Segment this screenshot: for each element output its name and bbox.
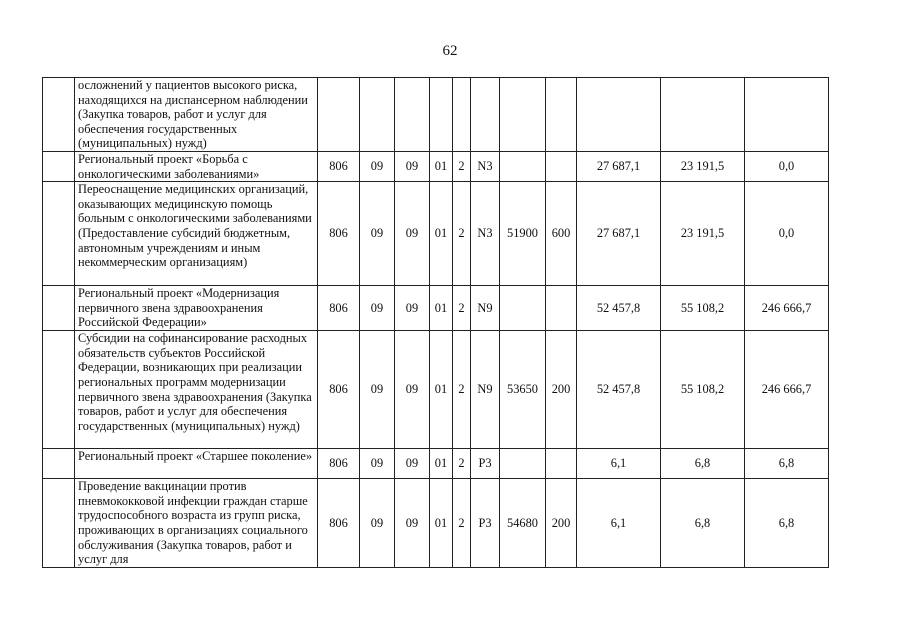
amount-year3-cell: 0,0 — [745, 152, 829, 182]
subprogram-code-cell: 2 — [453, 152, 471, 182]
row-name-cell: Субсидии на софинансирование расходных обязательств субъектов Российской Федерации, возникающих при реализации региональных программ модернизации первичного звена здравоохранения (Закупка товаров, работ и услуг для обеспечения государственных (муниципальных) нужд) — [75, 331, 318, 449]
subprogram-code-cell: 2 — [453, 331, 471, 449]
ved-cell: 806 — [318, 331, 360, 449]
amount-year1-cell: 6,1 — [577, 479, 661, 568]
program-code-cell: 01 — [430, 331, 453, 449]
program-code-cell: 01 — [430, 449, 453, 479]
table-row — [43, 152, 829, 182]
program-code-cell: 01 — [430, 182, 453, 286]
rz-cell: 09 — [360, 479, 395, 568]
amount-year3-cell — [745, 78, 829, 152]
amount-year1-cell: 27 687,1 — [577, 152, 661, 182]
amount-year1-cell — [577, 78, 661, 152]
pr-cell: 09 — [395, 449, 430, 479]
row-name-cell: Региональный проект «Старшее поколение» — [75, 449, 318, 479]
expense-type-cell — [546, 152, 577, 182]
ved-cell: 806 — [318, 449, 360, 479]
amount-year2-cell: 55 108,2 — [661, 286, 745, 331]
row-name-cell: осложнений у пациентов высокого риска, находящихся на диспансерном наблюдении (Закупка товаров, работ и услуг для обеспечения государственных (муниципальных) нужд) — [75, 78, 318, 152]
ved-cell: 806 — [318, 182, 360, 286]
row-name-cell: Региональный проект «Модернизация первичного звена здравоохранения Российской Федерации» — [75, 286, 318, 331]
subprogram-code-cell: 2 — [453, 449, 471, 479]
rz-cell: 09 — [360, 286, 395, 331]
amount-year2-cell: 55 108,2 — [661, 331, 745, 449]
pr-cell — [395, 78, 430, 152]
expense-type-cell — [546, 286, 577, 331]
project-code-cell: N9 — [471, 286, 500, 331]
ved-cell: 806 — [318, 152, 360, 182]
row-marker-cell — [43, 182, 75, 286]
row-name-cell: Проведение вакцинации против пневмококковой инфекции граждан старше трудоспособного возраста из групп риска, проживающих в организациях социального обслуживания (Закупка товаров, работ и услуг для — [75, 479, 318, 568]
subprogram-code-cell: 2 — [453, 286, 471, 331]
row-marker-cell — [43, 78, 75, 152]
amount-year3-cell: 0,0 — [745, 182, 829, 286]
amount-year3-cell: 246 666,7 — [745, 331, 829, 449]
expense-type-cell: 200 — [546, 331, 577, 449]
direction-code-cell: 51900 — [500, 182, 546, 286]
subprogram-code-cell: 2 — [453, 479, 471, 568]
budget-table — [42, 77, 829, 568]
amount-year1-cell: 52 457,8 — [577, 286, 661, 331]
pr-cell: 09 — [395, 331, 430, 449]
table-row — [43, 182, 829, 286]
pr-cell: 09 — [395, 152, 430, 182]
pr-cell: 09 — [395, 286, 430, 331]
rz-cell — [360, 78, 395, 152]
amount-year2-cell: 6,8 — [661, 449, 745, 479]
amount-year2-cell: 6,8 — [661, 479, 745, 568]
amount-year3-cell: 6,8 — [745, 479, 829, 568]
project-code-cell: N9 — [471, 331, 500, 449]
project-code-cell — [471, 78, 500, 152]
amount-year3-cell: 6,8 — [745, 449, 829, 479]
row-marker-cell — [43, 152, 75, 182]
pr-cell: 09 — [395, 479, 430, 568]
direction-code-cell: 54680 — [500, 479, 546, 568]
project-code-cell: N3 — [471, 152, 500, 182]
direction-code-cell — [500, 78, 546, 152]
program-code-cell — [430, 78, 453, 152]
amount-year2-cell — [661, 78, 745, 152]
amount-year2-cell: 23 191,5 — [661, 182, 745, 286]
ved-cell — [318, 78, 360, 152]
project-code-cell: N3 — [471, 182, 500, 286]
amount-year1-cell: 27 687,1 — [577, 182, 661, 286]
rz-cell: 09 — [360, 331, 395, 449]
amount-year1-cell: 52 457,8 — [577, 331, 661, 449]
direction-code-cell — [500, 286, 546, 331]
subprogram-code-cell — [453, 78, 471, 152]
table-row — [43, 479, 829, 568]
expense-type-cell: 600 — [546, 182, 577, 286]
expense-type-cell — [546, 449, 577, 479]
amount-year3-cell: 246 666,7 — [745, 286, 829, 331]
expense-type-cell: 200 — [546, 479, 577, 568]
rz-cell: 09 — [360, 449, 395, 479]
direction-code-cell: 53650 — [500, 331, 546, 449]
program-code-cell: 01 — [430, 479, 453, 568]
row-marker-cell — [43, 331, 75, 449]
direction-code-cell — [500, 152, 546, 182]
table-row — [43, 449, 829, 479]
subprogram-code-cell: 2 — [453, 182, 471, 286]
amount-year1-cell: 6,1 — [577, 449, 661, 479]
expense-type-cell — [546, 78, 577, 152]
row-name-cell: Региональный проект «Борьба с онкологическими заболеваниями» — [75, 152, 318, 182]
page-number: 62 — [442, 43, 458, 59]
program-code-cell: 01 — [430, 152, 453, 182]
table-row — [43, 78, 829, 152]
row-marker-cell — [43, 449, 75, 479]
pr-cell: 09 — [395, 182, 430, 286]
table-row — [43, 286, 829, 331]
rz-cell: 09 — [360, 182, 395, 286]
row-marker-cell — [43, 479, 75, 568]
row-marker-cell — [43, 286, 75, 331]
project-code-cell: P3 — [471, 449, 500, 479]
row-name-cell: Переоснащение медицинских организаций, оказывающих медицинскую помощь больным с онкологическими заболеваниями (Предоставление субсидий бюджетным, автономным учреждениям и иным некоммерческим организациям) — [75, 182, 318, 286]
program-code-cell: 01 — [430, 286, 453, 331]
amount-year2-cell: 23 191,5 — [661, 152, 745, 182]
project-code-cell: P3 — [471, 479, 500, 568]
table-row — [43, 331, 829, 449]
direction-code-cell — [500, 449, 546, 479]
ved-cell: 806 — [318, 479, 360, 568]
ved-cell: 806 — [318, 286, 360, 331]
rz-cell: 09 — [360, 152, 395, 182]
